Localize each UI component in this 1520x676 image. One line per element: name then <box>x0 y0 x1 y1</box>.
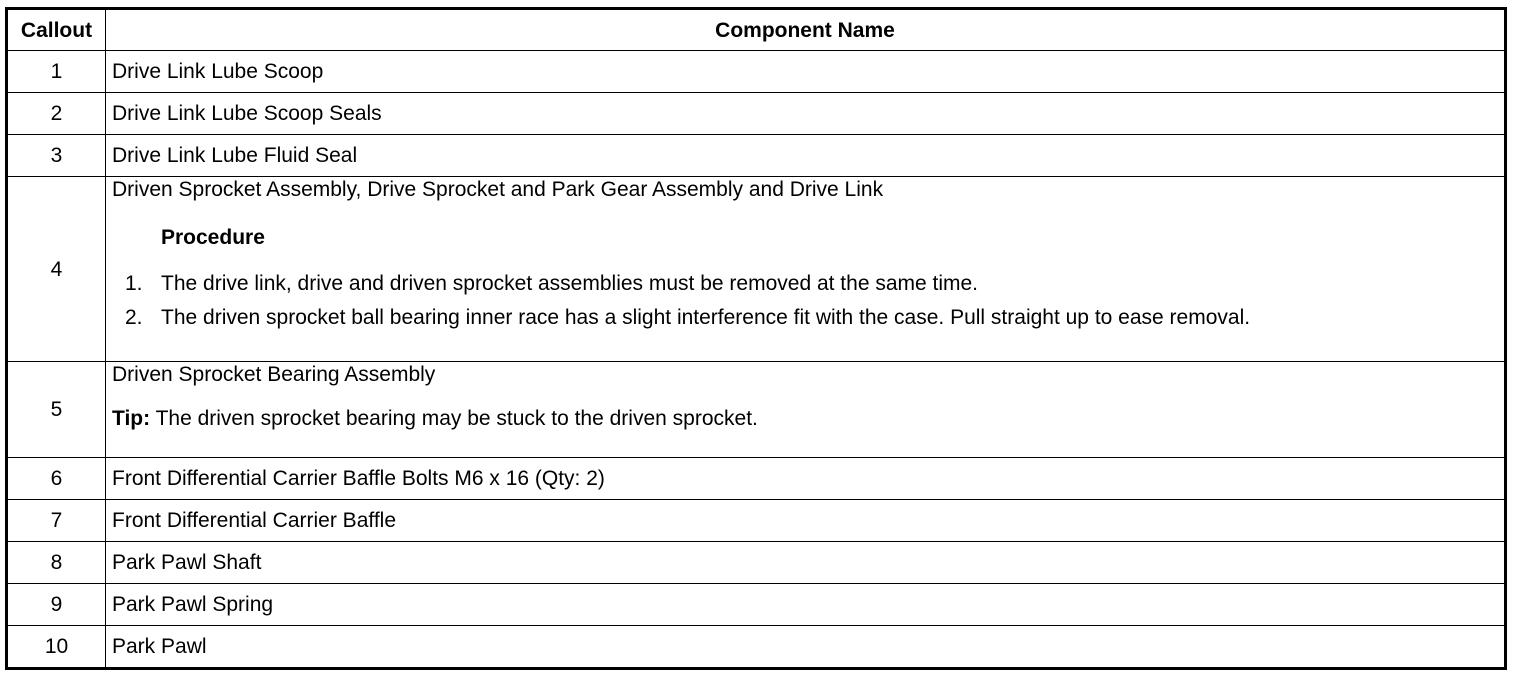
step-number: 2. <box>125 306 143 329</box>
table-row <box>7 51 1506 93</box>
component-name: Driven Sprocket Bearing Assembly <box>112 363 436 386</box>
component-name: Drive Link Lube Scoop Seals <box>106 93 1506 135</box>
callout-number: 8 <box>7 542 106 584</box>
callout-number: 6 <box>7 458 106 500</box>
table-header-row <box>7 9 1506 51</box>
callout-number: 4 <box>7 177 106 362</box>
table-row <box>7 93 1506 135</box>
component-name: Front Differential Carrier Baffle <box>106 500 1506 542</box>
callout-number: 3 <box>7 135 106 177</box>
procedure-steps <box>112 271 1504 330</box>
component-name: Park Pawl Shaft <box>106 542 1506 584</box>
callout-number: 10 <box>7 626 106 669</box>
component-name: Driven Sprocket Assembly, Drive Sprocket and Park Gear Assembly and Drive Link <box>112 178 884 201</box>
component-detail-cell <box>106 362 1506 458</box>
component-table <box>5 7 1507 670</box>
component-name: Park Pawl Spring <box>106 584 1506 626</box>
table-row <box>7 584 1506 626</box>
step-text: The drive link, drive and driven sprocket assemblies must be removed at the same time. <box>161 272 979 295</box>
callout-number: 9 <box>7 584 106 626</box>
callout-number: 2 <box>7 93 106 135</box>
table-row <box>7 177 1506 362</box>
component-name: Park Pawl <box>106 626 1506 669</box>
procedure-step <box>112 305 1504 330</box>
table-row <box>7 362 1506 458</box>
callout-number: 1 <box>7 51 106 93</box>
tip-note <box>112 406 1504 431</box>
table-row <box>7 458 1506 500</box>
table-row <box>7 626 1506 669</box>
procedure-step <box>112 271 1504 296</box>
table-row <box>7 500 1506 542</box>
tip-label: Tip: <box>112 407 151 430</box>
step-text: The driven sprocket ball bearing inner race has a slight interference fit with the case. Pull straight up to ease removal. <box>161 306 1251 329</box>
callout-number: 7 <box>7 500 106 542</box>
component-name: Drive Link Lube Scoop <box>106 51 1506 93</box>
component-detail-cell <box>106 177 1506 362</box>
component-name: Front Differential Carrier Baffle Bolts M6 x 16 (Qty: 2) <box>106 458 1506 500</box>
table-row <box>7 135 1506 177</box>
callout-number: 5 <box>7 362 106 458</box>
step-number: 1. <box>125 272 143 295</box>
table-row <box>7 542 1506 584</box>
component-name: Drive Link Lube Fluid Seal <box>106 135 1506 177</box>
header-component-name: Component Name <box>106 9 1506 51</box>
header-callout: Callout <box>7 9 106 51</box>
tip-text: The driven sprocket bearing may be stuck to the driven sprocket. <box>150 407 758 430</box>
procedure-heading: Procedure <box>161 226 265 249</box>
